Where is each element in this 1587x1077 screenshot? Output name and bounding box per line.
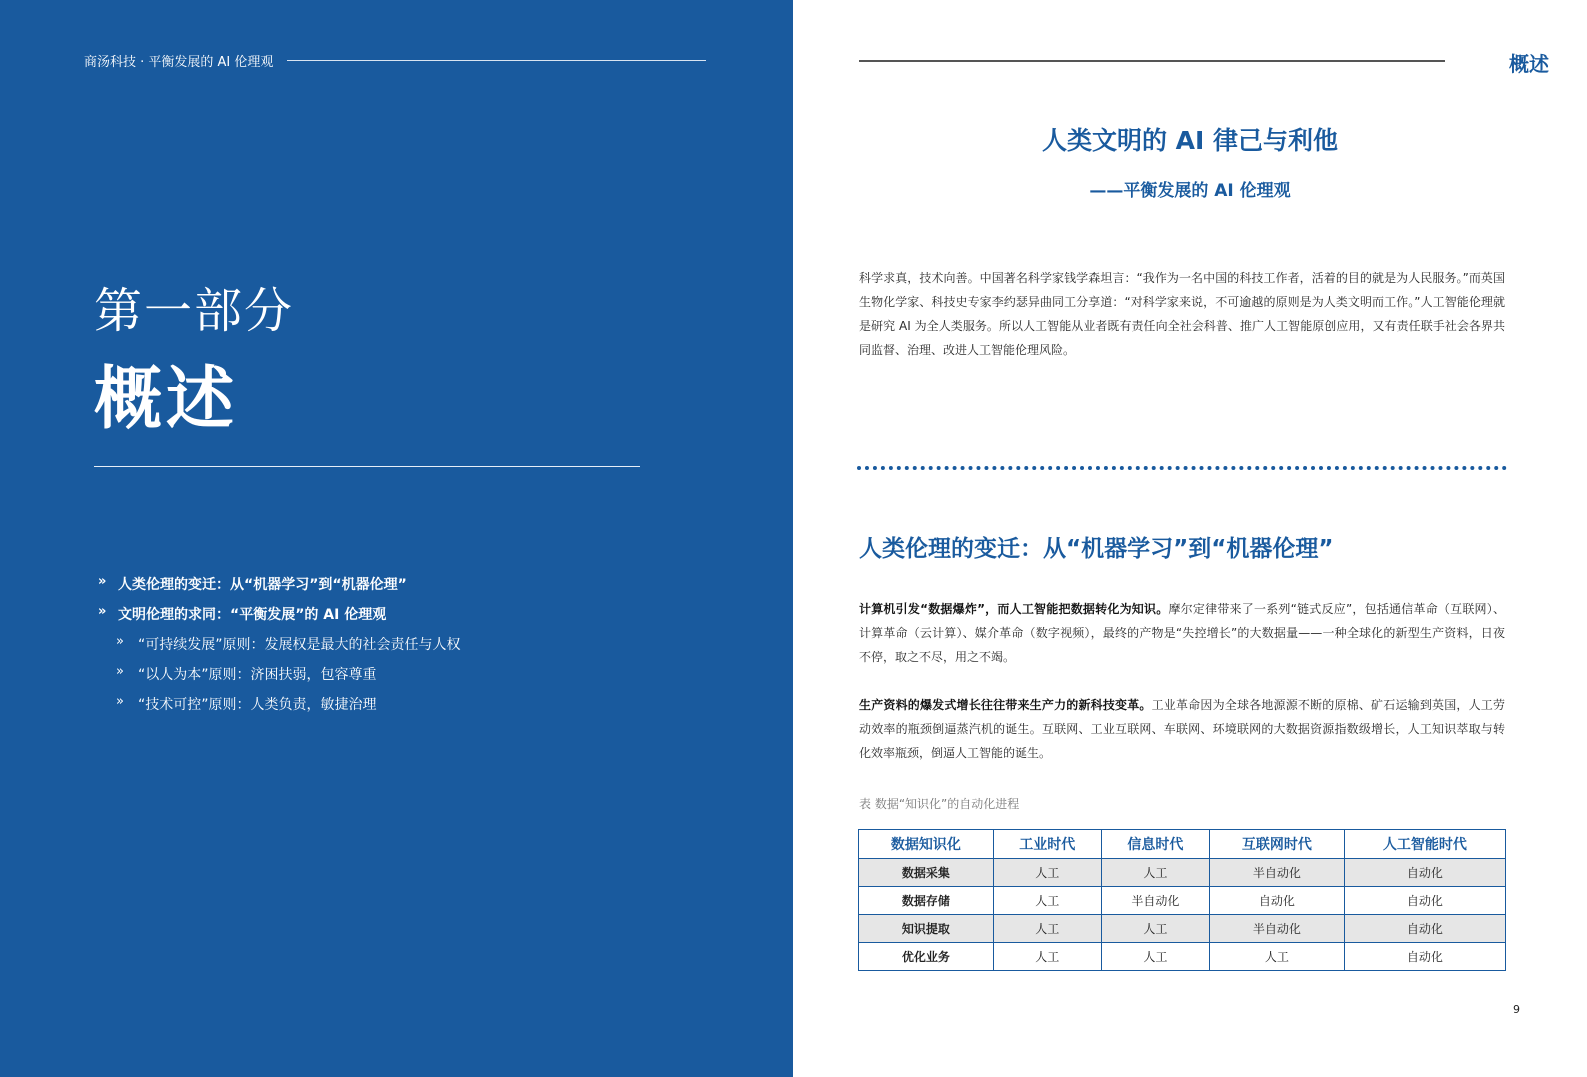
table-cell: 人工 — [1101, 915, 1209, 943]
table-cell: 人工 — [993, 859, 1101, 887]
table-cell: 人工 — [993, 887, 1101, 915]
toc-item[interactable] — [98, 574, 461, 604]
table-cell: 自动化 — [1344, 859, 1505, 887]
table-cell: 自动化 — [1344, 915, 1505, 943]
table-row — [859, 943, 1506, 971]
chevron-right-icon: » — [116, 634, 124, 649]
data-table — [858, 829, 1506, 971]
row-header: 数据采集 — [859, 859, 994, 887]
chevron-right-icon: » — [116, 664, 124, 679]
paragraph-text: 工业革命因为全球各地源源不断的原棉、矿石运输到英国，人工劳动效率的瓶颈倒逼蒸汽机的诞生。互联网、工业互联网、车联网、环境联网的大数据资源指数级增长，人工知识萃取与转化效率瓶颈，倒逼人工智能的诞生。 — [859, 698, 1505, 760]
body-paragraph — [859, 597, 1505, 669]
toc-item-label: “技术可控”原则：人类负责，敏捷治理 — [138, 697, 377, 713]
toc-subitem[interactable] — [98, 694, 461, 724]
running-header: 商汤科技 · 平衡发展的 AI 伦理观 — [84, 55, 274, 70]
toc-item-label: 文明伦理的求同：“平衡发展”的 AI 伦理观 — [118, 607, 387, 623]
table-row — [859, 859, 1506, 887]
table-cell: 人工 — [993, 943, 1101, 971]
table-row — [859, 887, 1506, 915]
chevron-right-icon: » — [116, 694, 124, 709]
header-rule — [859, 60, 1445, 62]
table-row — [859, 915, 1506, 943]
table-cell: 半自动化 — [1209, 915, 1344, 943]
intro-paragraph: 科学求真，技术向善。中国著名科学家钱学森坦言：“我作为一名中国的科技工作者，活着的目的就是为人民服务。”而英国生物化学家、科技史专家李约瑟异曲同工分享道：“对科学家来说，不可逾越的原则是为人类文明而工作。”人工智能伦理就是研究 AI 为全人类服务。所以人工智能从业者既有责任向全社会科普、推广人工智能原创应用，又有责任联手社会各界共同监督、治理、改进人工智能伦理风险。 — [859, 271, 1505, 357]
toc-item[interactable] — [98, 604, 461, 634]
toc-item-label: “可持续发展”原则：发展权是最大的社会责任与人权 — [138, 637, 461, 653]
column-header: 工业时代 — [993, 830, 1101, 859]
table-cell: 自动化 — [1344, 887, 1505, 915]
right-content-page — [793, 0, 1587, 1077]
paragraph-text: 摩尔定律带来了一系列“链式反应”，包括通信革命（互联网）、计算革命（云计算）、媒介革命（数字视频），最终的产物是“失控增长”的大数据量——一种全球化的新型生产资料，日夜不停，取之不尽，用之不竭。 — [859, 602, 1505, 664]
table-cell: 自动化 — [1209, 887, 1344, 915]
row-header: 优化业务 — [859, 943, 994, 971]
toc-subitem[interactable] — [98, 664, 461, 694]
chevron-right-icon: » — [98, 574, 107, 589]
part-label: 第一部分 — [94, 283, 295, 339]
table-cell: 半自动化 — [1101, 887, 1209, 915]
column-header: 数据知识化 — [859, 830, 994, 859]
header-rule — [287, 60, 706, 61]
page-number: 9 — [1513, 1003, 1520, 1016]
table-cell: 人工 — [1101, 859, 1209, 887]
table-cell: 半自动化 — [1209, 859, 1344, 887]
toc-item-label: 人类伦理的变迁：从“机器学习”到“机器伦理” — [118, 577, 407, 593]
page-title: 人类文明的 AI 律己与利他 — [1041, 126, 1339, 155]
table-cell: 人工 — [1209, 943, 1344, 971]
row-header: 知识提取 — [859, 915, 994, 943]
section-tag: 概述 — [1509, 52, 1549, 76]
column-header: 互联网时代 — [1209, 830, 1344, 859]
table-cell: 人工 — [993, 915, 1101, 943]
section-heading: 人类伦理的变迁：从“机器学习”到“机器伦理” — [859, 536, 1334, 562]
column-header: 信息时代 — [1101, 830, 1209, 859]
left-cover-panel — [0, 0, 793, 1077]
chevron-right-icon: » — [98, 604, 107, 619]
column-header: 人工智能时代 — [1344, 830, 1505, 859]
table-cell: 自动化 — [1344, 943, 1505, 971]
paragraph-lead: 计算机引发“数据爆炸”，而人工智能把数据转化为知识。 — [859, 602, 1169, 616]
page-subtitle: ——平衡发展的 AI 伦理观 — [1089, 181, 1291, 201]
toc-item-label: “以人为本”原则：济困扶弱，包容尊重 — [138, 667, 377, 683]
paragraph-lead: 生产资料的爆发式增长往往带来生产力的新科技变革。 — [859, 698, 1152, 712]
table-header-row — [859, 830, 1506, 859]
toc-subitem[interactable] — [98, 634, 461, 664]
row-header: 数据存储 — [859, 887, 994, 915]
part-title: 概述 — [94, 360, 239, 439]
table-caption: 表 数据“知识化”的自动化进程 — [859, 797, 1020, 811]
part-divider — [94, 466, 640, 467]
table-of-contents — [98, 574, 461, 724]
table-cell: 人工 — [1101, 943, 1209, 971]
dotted-divider — [857, 466, 1507, 470]
body-paragraph — [859, 693, 1505, 765]
